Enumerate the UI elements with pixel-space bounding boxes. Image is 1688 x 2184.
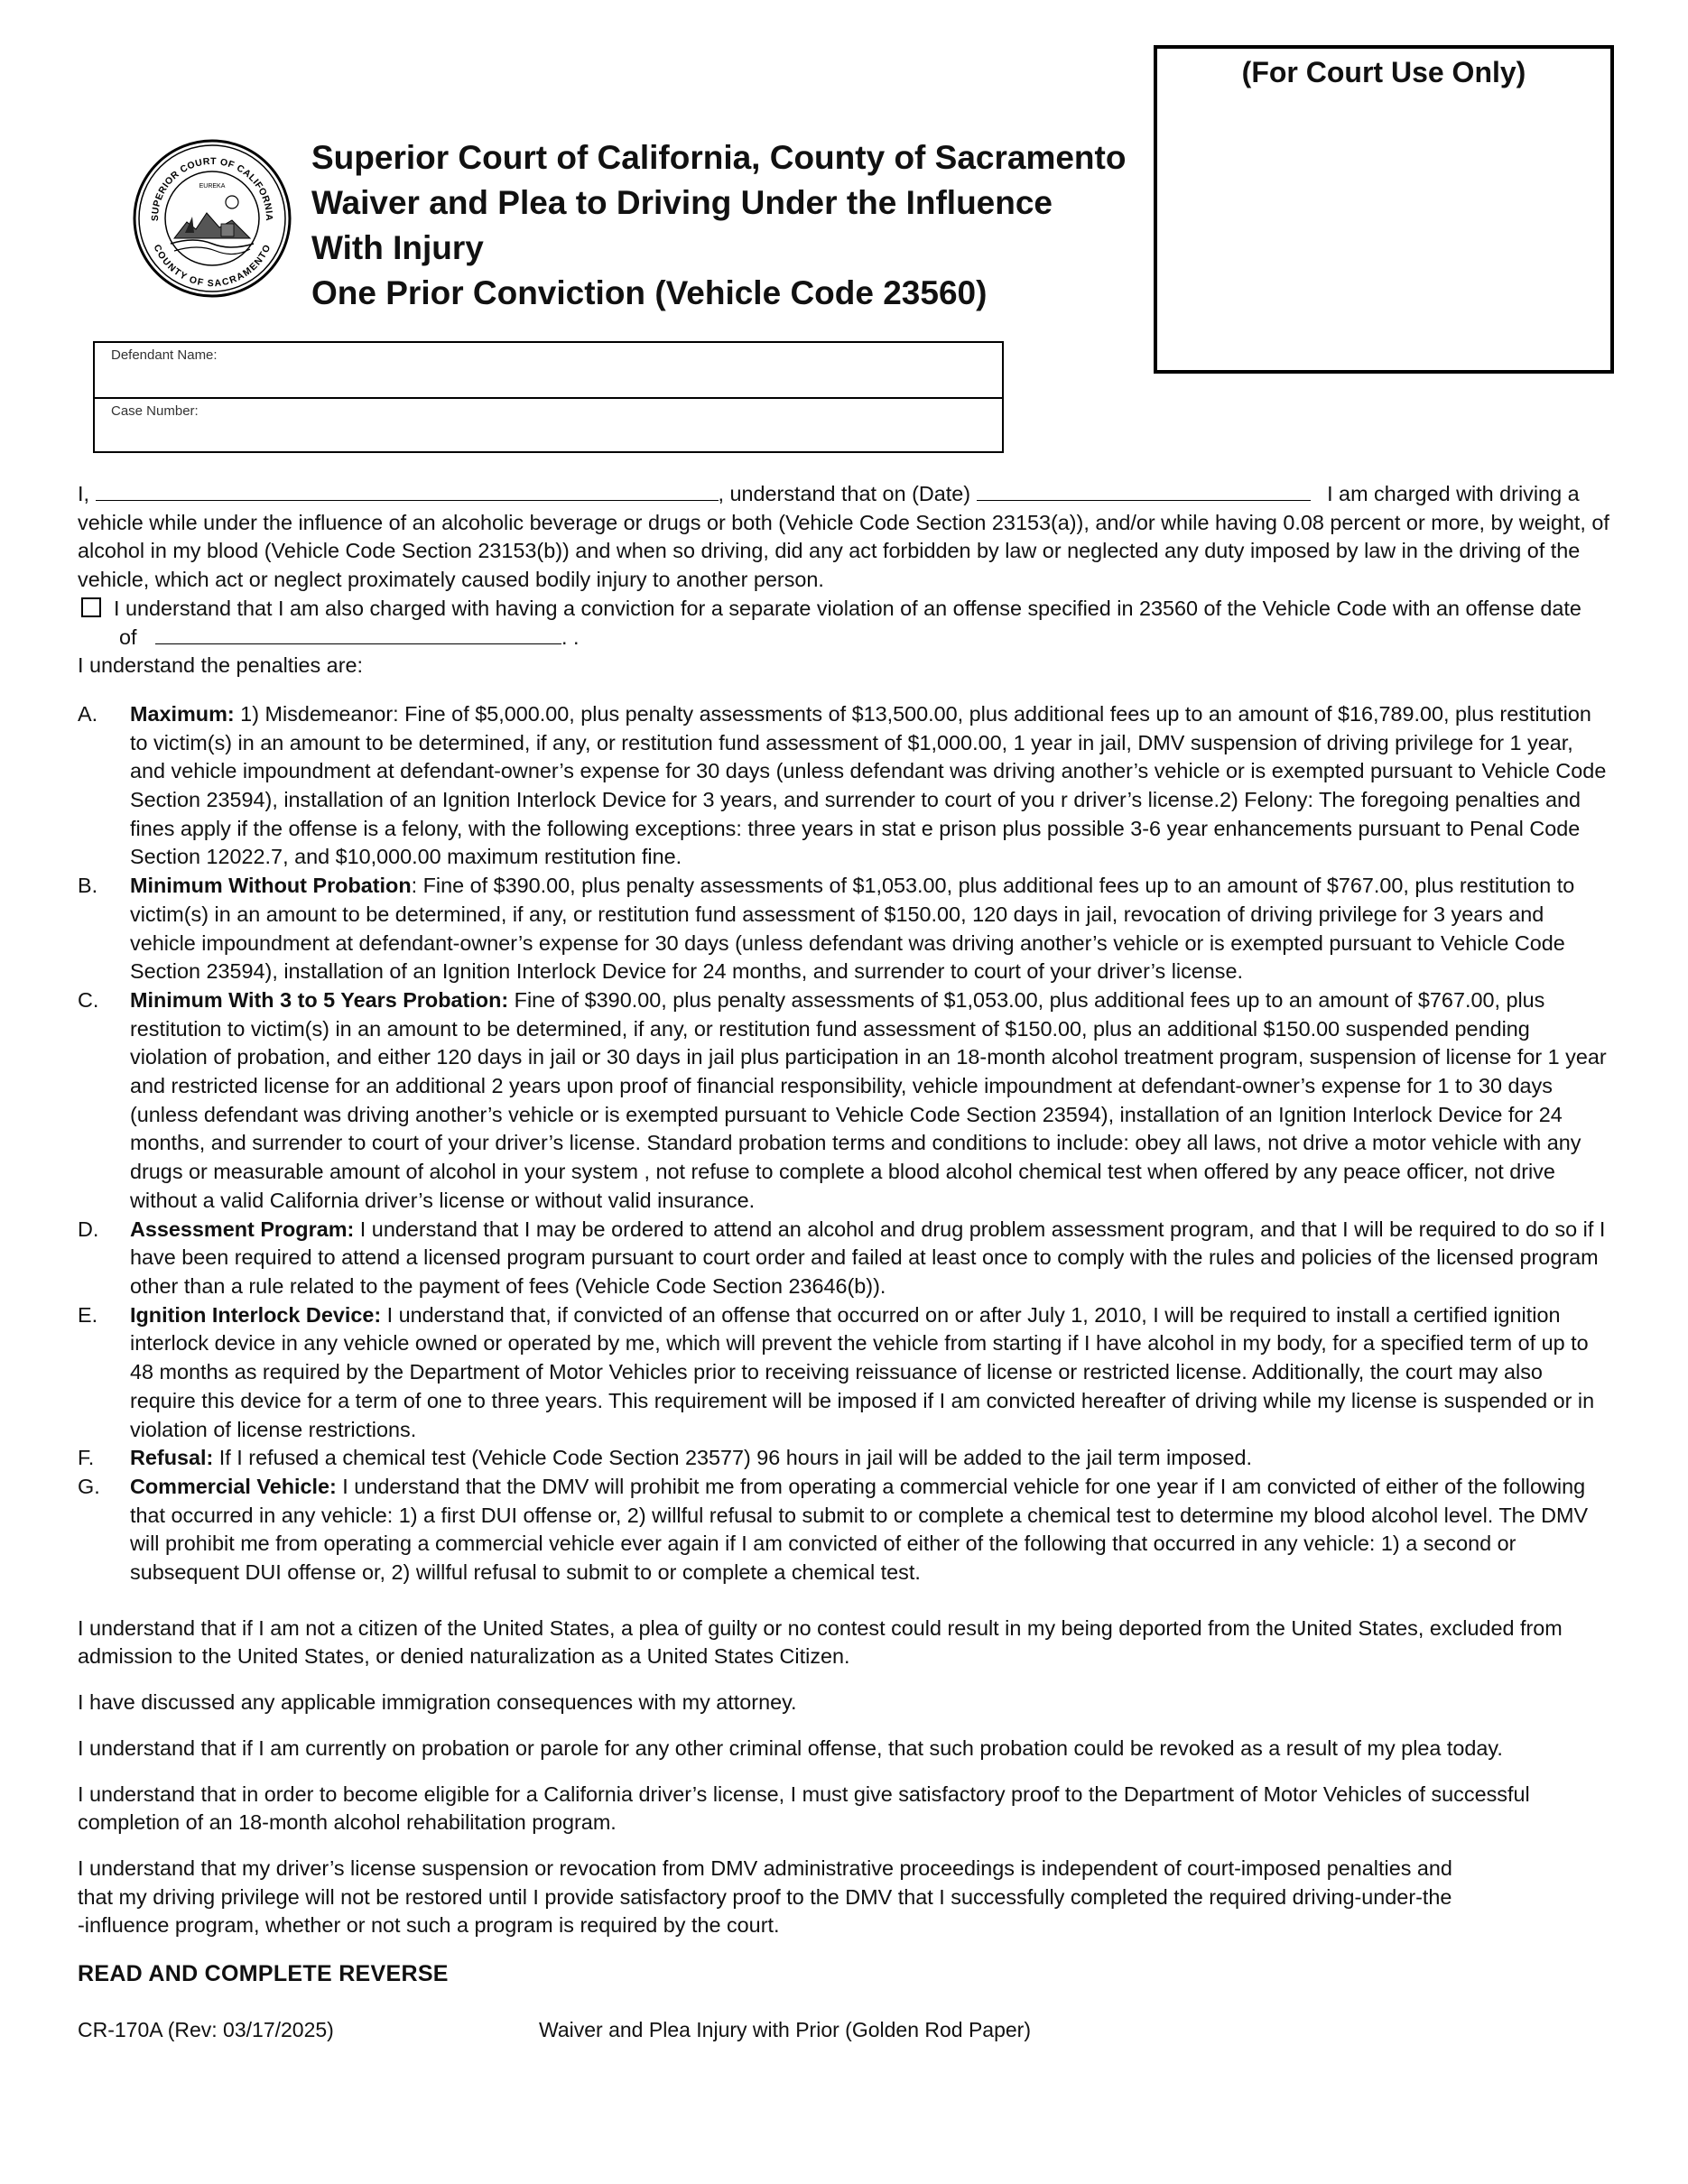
- penalty-letter: C.: [78, 987, 99, 1012]
- case-number-label: Case Number:: [111, 403, 199, 419]
- penalty-item: [78, 1444, 1612, 1473]
- court-use-box: [1154, 45, 1614, 374]
- penalty-letter: D.: [78, 1217, 99, 1241]
- prior-conviction-line: [78, 595, 1612, 624]
- dmv-line-3: -influence program, whether or not such a program is required by the court.: [78, 1913, 780, 1938]
- attorney-paragraph: I have discussed any applicable immigration consequences with my attorney.: [78, 1690, 797, 1715]
- penalty-title: Minimum With 3 to 5 Years Probation:: [130, 987, 509, 1012]
- form-body: [78, 480, 1612, 1989]
- prior-offense-date-blank[interactable]: [155, 624, 561, 644]
- penalty-text: I understand that the DMV will prohibit me from operating a commercial vehicle for one year if I am convicted of either of the following that occurred in any vehicle: 1) a first DUI offense or, 2) willful refusal to submit to or complete a chemical test to determine my blood alcohol level. The DMV will prohibit me from operating a commercial vehicle ever again if I am convicted of either of the following that occurred in any vehicle: 1) a second or subsequent DUI offense or, 2) willful refusal to submit to or complete a chemical test.: [130, 1474, 1589, 1585]
- prior-offense-date-line: [78, 624, 1612, 652]
- penalty-letter: B.: [78, 874, 98, 898]
- rehabilitation-paragraph: I understand that in order to become eligible for a California driver’s license, I must give satisfactory proof to the Department of Motor Vehicles of successful completion of an 18-month alcohol rehabilitation program.: [78, 1781, 1530, 1835]
- penalties-intro: I understand the penalties are:: [78, 653, 363, 678]
- defendant-name-label: Defendant Name:: [111, 347, 218, 363]
- case-number-field[interactable]: [95, 397, 1002, 453]
- penalty-title: Commercial Vehicle:: [130, 1474, 337, 1498]
- penalty-text: 1) Misdemeanor: Fine of $5,000.00, plus penalty assessments of $13,500.00, plus additional fees up to an amount of $16,789.00, plus restitution to victim(s) in an amount to be determined, if any, or restitution fund assessment of $1,000.00, 1 year in jail, DMV suspension of driving privilege for 1 year, and vehicle impoundment at defendant-owner’s expense for 30 days (unless defendant was driving another’s vehicle or is exempted pursuant to Vehicle Code Section 23594), installation of an Ignition Interlock Device for 3 years, and surrender to court of you r driver’s license.2) Felony: The foregoing penalties and fines apply if the offense is a felony, with the following exceptions: three years in stat e prison plus possible 3-6 year enhancements pursuant to Penal Code Section 12022.7, and $10,000.00 maximum restitution fine.: [130, 701, 1607, 869]
- seal-top-text: SUPERIOR COURT OF CALIFORNIA: [149, 155, 275, 222]
- prior-conviction-text: I understand that I am also charged with having a conviction for a separate violation of an offense specified in 23560 of the Vehicle Code with an offense date: [114, 596, 1581, 620]
- of-end: . .: [561, 625, 580, 649]
- penalty-title: Ignition Interlock Device:: [130, 1302, 382, 1327]
- statement-rest: vehicle while under the influence of an alcoholic beverage or drugs or both (Vehicle Code Section 23153(a)), and/or while having 0.08 percent or more, by weight, of alcohol in my blood (Vehicle Code Section 23153(b)) and when so driving, did any act forbidden by law or neglected any duty imposed by law in the driving of the vehicle, which act or neglect proximately caused bodily injury to another person.: [78, 510, 1609, 592]
- penalty-letter: A.: [78, 701, 98, 726]
- penalty-text: I understand that I may be ordered to attend an alcohol and drug problem assessment program, and that I will be required to do so if I have been required to attend a licensed program pursuant to court order and failed at least once to comply with the rules and policies of the licensed program other than a rule related to the payment of fees (Vehicle Code Section 23646(b)).: [130, 1217, 1606, 1298]
- form-title-line-2: Waiver and Plea to Driving Under the Influence: [311, 184, 1053, 221]
- penalty-item: [78, 986, 1612, 1216]
- dmv-paragraph: [78, 1855, 1612, 1940]
- dmv-line-2: that my driving privilege will not be restored until I provide satisfactory proof to the DMV that I successfully completed the required driving-under-the: [78, 1884, 1452, 1909]
- statement-mid: , understand that on (Date): [718, 482, 971, 505]
- dmv-line-1: I understand that my driver’s license suspension or revocation from DMV administrative proceedings is independent of court-imposed penalties and: [78, 1855, 1452, 1880]
- form-description: Waiver and Plea Injury with Prior (Golden Rod Paper): [539, 2018, 1031, 2041]
- statement-tail: I am charged with driving a: [1327, 482, 1580, 505]
- penalty-title: Maximum:: [130, 701, 235, 726]
- offense-date-blank[interactable]: [977, 480, 1311, 501]
- form-title-line-4: One Prior Conviction (Vehicle Code 23560): [311, 274, 988, 311]
- penalty-item: [78, 872, 1612, 986]
- penalty-item: [78, 1473, 1612, 1587]
- penalty-title: Minimum Without Probation: [130, 874, 412, 898]
- penalty-title: Refusal:: [130, 1446, 214, 1470]
- penalties-list: [78, 700, 1612, 1587]
- read-reverse-notice: READ AND COMPLETE REVERSE: [78, 1961, 449, 1987]
- penalty-letter: E.: [78, 1302, 98, 1327]
- form-id: CR-170A (Rev: 03/17/2025): [78, 2018, 334, 2041]
- penalty-text: Fine of $390.00, plus penalty assessments of $1,053.00, plus additional fees up to an amount of $767.00, plus restitution to victim(s) in an amount to be determined, if any, or restitution fund assessment of $150.00, plus an additional $150.00 suspended pending violation of probation, and either 120 days in jail or 30 days in jail plus participation in an 18-month alcohol treatment program, suspension of license for 1 year and restricted license for an additional 2 years upon proof of financial responsibility, vehicle impoundment at defendant-owner’s expense for 1 to 30 days (unless defendant was driving another’s vehicle or is exempted pursuant to Vehicle Code Section 23594), installation of an Ignition Interlock Device for 24 months, and surrender to court of your driver’s license. Standard probation terms and conditions to include: obey all laws, not drive a motor vehicle with any drugs or measurable amount of alcohol in your system , not refuse to complete a blood alcohol chemical test when offered by any peace officer, not drive without a valid California driver’s license or without valid insurance.: [130, 987, 1607, 1212]
- of-label: of: [119, 625, 137, 649]
- defendant-name-field[interactable]: [95, 343, 1002, 397]
- penalty-letter: F.: [78, 1446, 95, 1470]
- probation-paragraph: I understand that if I am currently on probation or parole for any other criminal offense, that such probation could be revoked as a result of my plea today.: [78, 1735, 1503, 1760]
- seal-motto: EUREKA: [199, 183, 226, 190]
- defendant-name-blank[interactable]: [96, 480, 719, 501]
- form-title-line-3: With Injury: [311, 229, 484, 266]
- penalty-item: [78, 1301, 1612, 1445]
- statement-prefix: I,: [78, 482, 89, 505]
- penalty-title: Assessment Program:: [130, 1217, 355, 1241]
- seal-bottom-text: COUNTY OF SACRAMENTO: [151, 243, 274, 290]
- immigration-paragraph: I understand that if I am not a citizen of the United States, a plea of guilty or no contest could result in my being deported from the United States, excluded from admission to the United States, or denied naturalization as a United States Citizen.: [78, 1615, 1563, 1669]
- penalty-item: [78, 700, 1612, 872]
- penalty-item: [78, 1216, 1612, 1301]
- penalty-text: I understand that, if convicted of an offense that occurred on or after July 1, 2010, I will be required to install a certified ignition interlock device in any vehicle owned or operated by me, which will prevent the vehicle from starting if I have alcohol in my body, for a specified term of up to 48 months as required by the Department of Motor Vehicles prior to receiving reissuance of license or restricted license. Additionally, the court may also require this device for a term of one to three years. This requirement will be imposed if I am convicted hereafter of driving while my license is suspended or in violation of license restrictions.: [130, 1302, 1595, 1441]
- penalty-text: If I refused a chemical test (Vehicle Code Section 23577) 96 hours in jail will be added to the jail term imposed.: [213, 1446, 1252, 1470]
- court-name: Superior Court of California, County of Sacramento: [311, 139, 1127, 176]
- penalty-text: : Fine of $390.00, plus penalty assessments of $1,053.00, plus additional fees up to an amount of $767.00, plus restitution to victim(s) in an amount to be determined, if any, or restitution fund assessment of $150.00, 120 days in jail, revocation of driving privilege for 3 years and vehicle impoundment at defendant-owner’s expense for 30 days (unless defendant was driving another’s vehicle or is exempted pursuant to Vehicle Code Section 23594), installation of an Ignition Interlock Device for 24 months, and surrender to court of your driver’s license.: [130, 874, 1575, 984]
- court-use-label: (For Court Use Only): [1241, 56, 1526, 88]
- prior-conviction-checkbox[interactable]: [81, 597, 101, 617]
- penalty-letter: G.: [78, 1474, 100, 1498]
- form-title: [311, 135, 1126, 316]
- charge-statement: [78, 480, 1612, 595]
- court-seal-icon: [131, 137, 293, 300]
- case-info-box: [93, 341, 1004, 453]
